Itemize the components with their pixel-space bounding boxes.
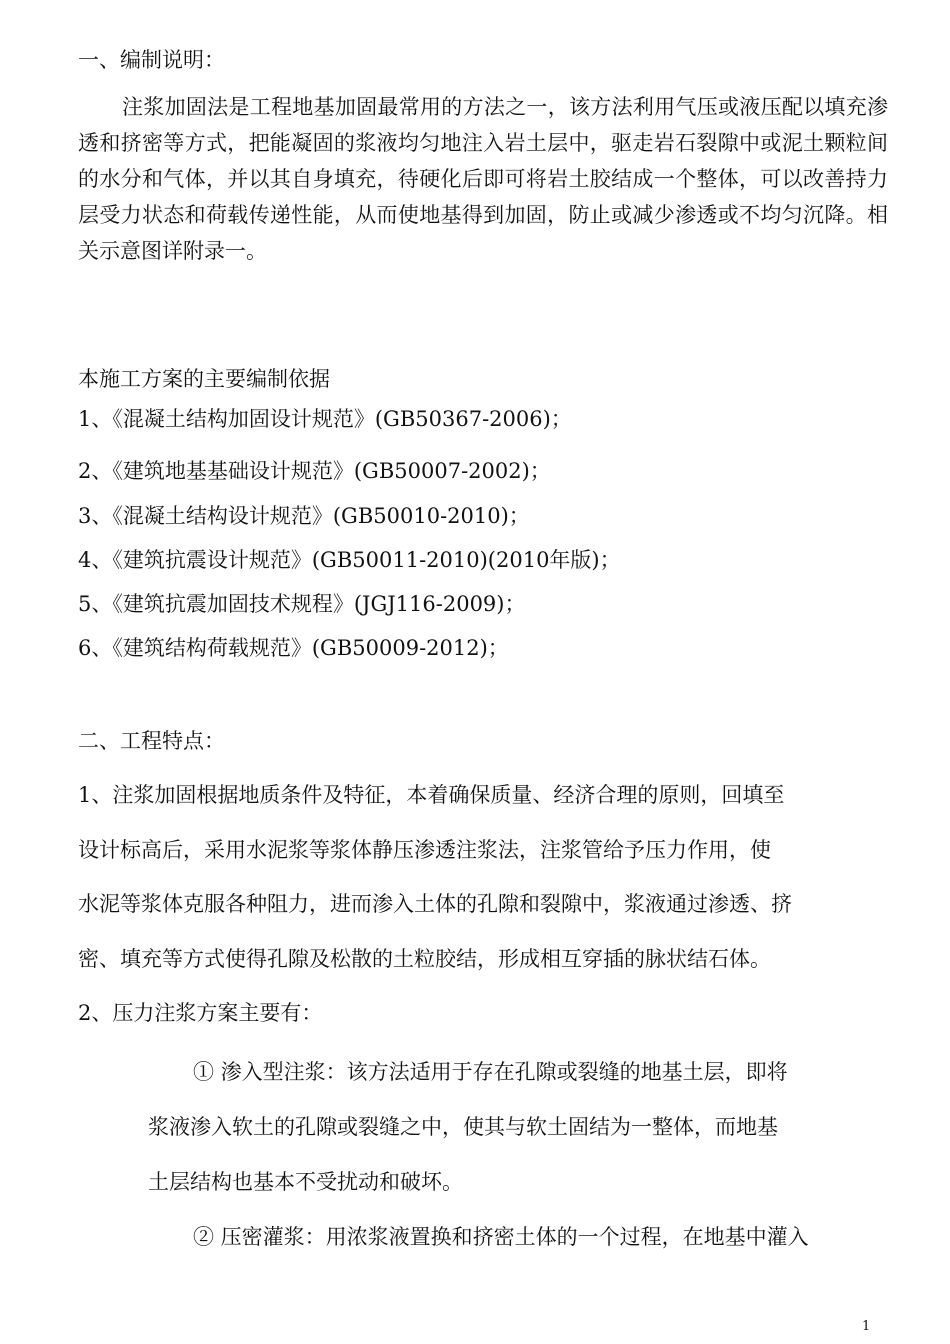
basis-item-2: 2、《建筑地基基础设计规范》(GB50007-2002)；: [78, 459, 551, 483]
sub-point-1-line-1: ① 渗入型注浆：该方法适用于存在孔隙或裂缝的地基土层，即将: [193, 1060, 788, 1084]
point-1-line-1: 1、注浆加固根据地质条件及特征，本着确保质量、经济合理的原则，回填至: [78, 783, 785, 807]
point-1-line-4: 密、填充等方式使得孔隙及松散的土粒胶结，形成相互穿插的脉状结石体。: [78, 947, 771, 971]
sub-point-1-line-2: 浆液渗入软土的孔隙或裂缝之中，使其与软土固结为一整体，而地基: [148, 1115, 778, 1139]
sub-point-2-line-1: ② 压密灌浆：用浓浆液置换和挤密土体的一个过程，在地基中灌入: [193, 1225, 809, 1249]
basis-item-3: 3、《混凝土结构设计规范》(GB50010-2010)；: [78, 504, 530, 528]
basis-item-4: 4、《建筑抗震设计规范》(GB50011-2010)(2010年版)；: [78, 548, 621, 572]
point-1-line-2: 设计标高后，采用水泥浆等浆体静压渗透注浆法，注浆管给予压力作用，使: [78, 838, 771, 862]
basis-item-6: 6、《建筑结构荷载规范》(GB50009-2012)；: [78, 636, 509, 660]
section-1-heading: 一、编制说明：: [78, 48, 225, 72]
point-2-heading: 2、压力注浆方案主要有：: [78, 1001, 323, 1025]
point-1-line-3: 水泥等浆体克服各种阻力，进而渗入土体的孔隙和裂隙中，浆液通过渗透、挤: [78, 892, 792, 916]
basis-item-5: 5、《建筑抗震加固技术规程》(JGJ116-2009)；: [78, 592, 526, 616]
basis-title: 本施工方案的主要编制依据: [78, 367, 330, 391]
section-2-heading: 二、工程特点：: [78, 729, 225, 753]
section-1-paragraph: 注浆加固法是工程地基加固最常用的方法之一，该方法利用气压或液压配以填充渗透和挤密等方式，把能凝固的浆液均匀地注入岩土层中，驱走岩石裂隙中或泥土颗粒间的水分和气体，并以其自身填充，待硬化后即可将岩土胶结成一个整体，可以改善持力层受力状态和荷载传递性能，从而使地基得到加固，防止或减少渗透或不均匀沉降。相关示意图详附录一。: [78, 95, 888, 263]
basis-item-1: 1、《混凝土结构加固设计规范》(GB50367-2006)；: [78, 407, 572, 431]
sub-point-1-line-3: 土层结构也基本不受扰动和破坏。: [148, 1170, 463, 1194]
page-number: 1: [862, 1319, 871, 1334]
